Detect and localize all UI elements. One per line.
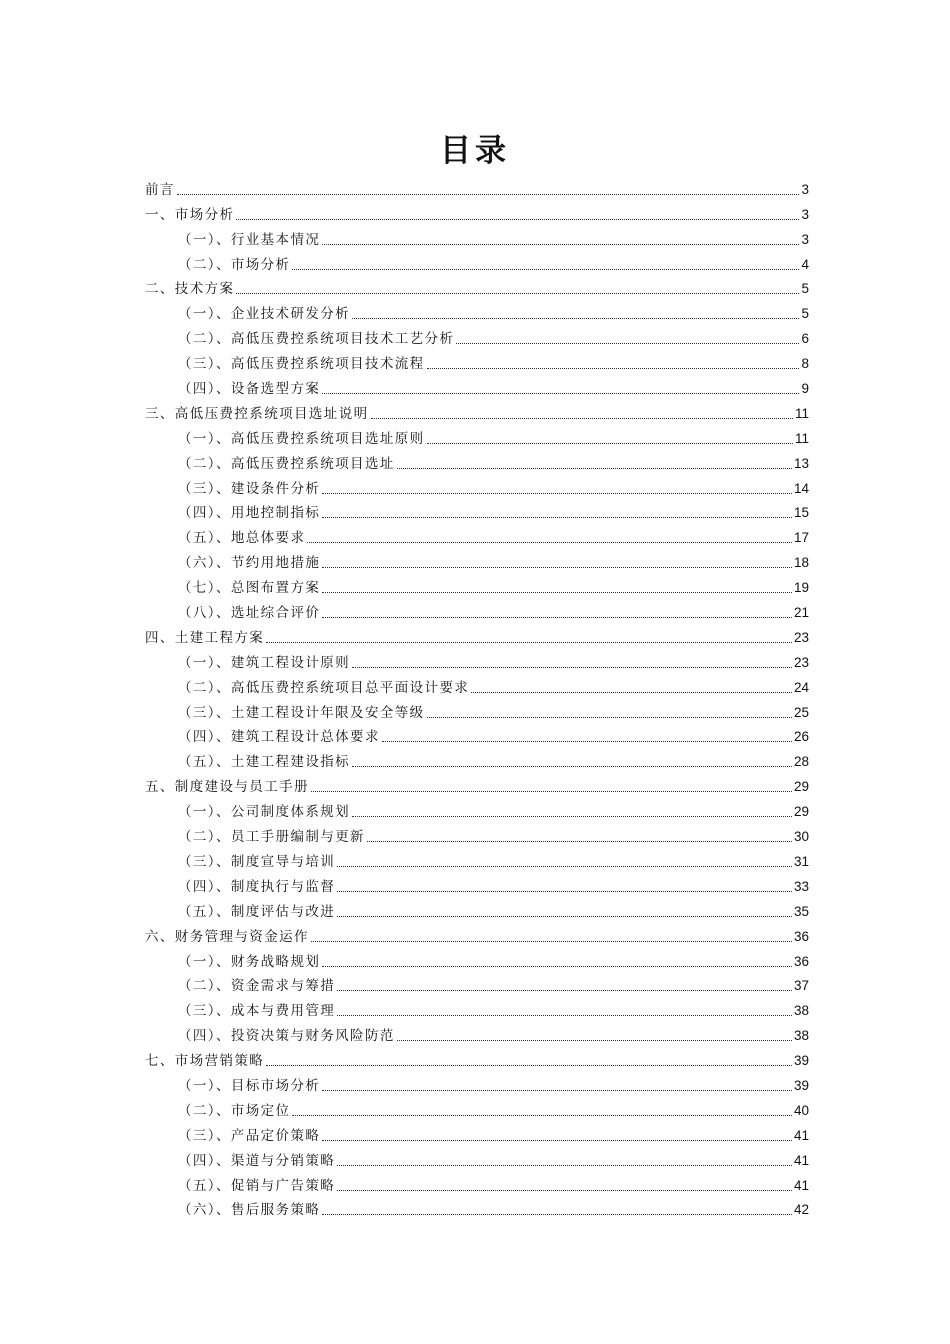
toc-entry-page: 38: [793, 1028, 809, 1044]
toc-dot-leader: [307, 542, 792, 543]
toc-dot-leader: [337, 1165, 792, 1166]
toc-entry[interactable]: [145, 971, 809, 996]
toc-entry[interactable]: [145, 448, 809, 473]
toc-entry-label: （二）、高低压费控系统项目技术工艺分析: [178, 331, 455, 348]
toc-entry[interactable]: [145, 473, 809, 498]
toc-entry[interactable]: [145, 348, 809, 373]
toc-entry-page: 19: [793, 580, 809, 596]
toc-entry-label: （四）、投资决策与财务风险防范: [178, 1028, 395, 1045]
toc-entry-label: （二）、高低压费控系统项目选址: [178, 455, 395, 472]
toc-entry-page: 21: [793, 605, 809, 621]
toc-dot-leader: [311, 941, 792, 942]
toc-entry-label: 五、制度建设与员工手册: [145, 779, 309, 796]
toc-dot-leader: [427, 368, 800, 369]
toc-entry[interactable]: [145, 1045, 809, 1070]
toc-dot-leader: [322, 244, 799, 245]
toc-entry-page: 11: [794, 405, 809, 421]
toc-dot-leader: [337, 1015, 792, 1016]
toc-entry[interactable]: [145, 722, 809, 747]
toc-entry-page: 15: [793, 505, 809, 521]
toc-dot-leader: [456, 343, 799, 344]
toc-entry-page: 36: [793, 928, 809, 944]
toc-entry-page: 14: [793, 480, 809, 496]
toc-entry[interactable]: [145, 373, 809, 398]
toc-title: 目录: [440, 133, 510, 169]
toc-entry-label: （六）、节约用地措施: [178, 555, 321, 572]
toc-dot-leader: [337, 916, 792, 917]
toc-entry-label: 六、财务管理与资金运作: [145, 928, 309, 945]
toc-entry-label: （五）、制度评估与改进: [178, 903, 336, 920]
toc-entry-label: （二）、员工手册编制与更新: [178, 829, 365, 846]
toc-entry[interactable]: [145, 746, 809, 771]
toc-entry-page: 18: [793, 555, 809, 571]
toc-entry-page: 25: [793, 704, 809, 720]
toc-entry-page: 29: [793, 804, 809, 820]
toc-entry-page: 35: [793, 903, 809, 919]
toc-entry[interactable]: [145, 498, 809, 523]
toc-dot-leader: [337, 1190, 792, 1191]
toc-entry[interactable]: [145, 1070, 809, 1095]
toc-entry[interactable]: [145, 846, 809, 871]
toc-entry[interactable]: [145, 274, 809, 299]
toc-entry-page: 41: [793, 1127, 809, 1143]
toc-dot-leader: [427, 443, 793, 444]
toc-entry[interactable]: [145, 298, 809, 323]
toc-entry[interactable]: [145, 249, 809, 274]
toc-entry-page: 26: [793, 729, 809, 745]
toc-entry[interactable]: [145, 174, 809, 199]
toc-dot-leader: [322, 966, 792, 967]
toc-entry-page: 40: [793, 1102, 809, 1118]
toc-dot-leader: [322, 567, 792, 568]
toc-entry[interactable]: [145, 1195, 809, 1220]
toc-entry-label: （三）、成本与费用管理: [178, 1003, 336, 1020]
toc-entry-label: 前言: [145, 181, 175, 198]
toc-entry-label: （四）、设备选型方案: [178, 381, 321, 398]
toc-entry-page: 24: [793, 679, 809, 695]
toc-dot-leader: [371, 418, 793, 419]
toc-entry-label: （二）、资金需求与筹措: [178, 978, 336, 995]
toc-dot-leader: [236, 293, 799, 294]
toc-entry-page: 33: [793, 878, 809, 894]
toc-dot-leader: [292, 269, 799, 270]
toc-entry-label: （五）、地总体要求: [178, 530, 306, 547]
toc-entry-label: （三）、高低压费控系统项目技术流程: [178, 356, 425, 373]
toc-entry[interactable]: [145, 946, 809, 971]
toc-entry-page: 39: [793, 1053, 809, 1069]
toc-entry-page: 28: [793, 754, 809, 770]
toc-entry-label: 四、土建工程方案: [145, 629, 265, 646]
toc-entry-page: 38: [793, 1003, 809, 1019]
toc-entry-page: 41: [793, 1177, 809, 1193]
toc-entry-page: 39: [793, 1077, 809, 1093]
toc-dot-leader: [382, 741, 792, 742]
toc-entry-label: 一、市场分析: [145, 206, 235, 223]
toc-entry[interactable]: [145, 1170, 809, 1195]
toc-entry-label: （五）、土建工程建设指标: [178, 754, 351, 771]
toc-entry-label: （七）、总图布置方案: [178, 580, 321, 597]
toc-entry[interactable]: [145, 1095, 809, 1120]
toc-dot-leader: [322, 493, 792, 494]
toc-entry[interactable]: [145, 796, 809, 821]
toc-entry-label: （二）、高低压费控系统项目总平面设计要求: [178, 679, 470, 696]
toc-entry-label: 二、技术方案: [145, 281, 235, 298]
toc-dot-leader: [322, 592, 792, 593]
toc-entry-label: （一）、高低压费控系统项目选址原则: [178, 430, 425, 447]
toc-dot-leader: [352, 318, 799, 319]
toc-entry[interactable]: [145, 1120, 809, 1145]
toc-entry[interactable]: [145, 597, 809, 622]
toc-dot-leader: [427, 717, 792, 718]
toc-entry-page: 30: [793, 829, 809, 845]
toc-entry-label: （二）、市场分析: [178, 256, 291, 273]
toc-dot-leader: [337, 990, 792, 991]
toc-entry-page: 11: [794, 430, 809, 446]
toc-entry-label: （三）、土建工程设计年限及安全等级: [178, 704, 425, 721]
toc-dot-leader: [322, 517, 792, 518]
toc-entry-label: （二）、市场定位: [178, 1102, 291, 1119]
toc-entry-page: 17: [793, 530, 809, 546]
toc-entry[interactable]: [145, 672, 809, 697]
toc-dot-leader: [397, 468, 792, 469]
toc-entry-label: （五）、促销与广告策略: [178, 1177, 336, 1194]
toc-dot-leader: [352, 766, 792, 767]
toc-dot-leader: [236, 219, 799, 220]
toc-entry-label: （一）、目标市场分析: [178, 1077, 321, 1094]
toc-entry[interactable]: [145, 423, 809, 448]
toc-entry[interactable]: [145, 522, 809, 547]
toc-entry[interactable]: [145, 323, 809, 348]
toc-entry-label: 三、高低压费控系统项目选址说明: [145, 405, 369, 422]
toc-entry-page: 9: [801, 381, 809, 397]
toc-entry-page: 23: [793, 629, 809, 645]
toc-dot-leader: [266, 642, 792, 643]
toc-dot-leader: [337, 866, 792, 867]
toc-entry[interactable]: [145, 871, 809, 896]
toc-entry-label: 七、市场营销策略: [145, 1053, 265, 1070]
toc-dot-leader: [352, 816, 792, 817]
toc-entry[interactable]: [145, 995, 809, 1020]
toc-entry-page: 5: [801, 306, 809, 322]
toc-entry-label: （八）、选址综合评价: [178, 605, 321, 622]
toc-entry[interactable]: [145, 896, 809, 921]
toc-entry[interactable]: [145, 572, 809, 597]
toc-entry[interactable]: [145, 199, 809, 224]
toc-entry[interactable]: [145, 547, 809, 572]
toc-entry-label: （四）、建筑工程设计总体要求: [178, 729, 380, 746]
toc-entry[interactable]: [145, 622, 809, 647]
toc-entry-page: 8: [801, 356, 809, 372]
toc-dot-leader: [266, 1065, 792, 1066]
toc-entry[interactable]: [145, 1020, 809, 1045]
toc-dot-leader: [352, 667, 792, 668]
toc-entry-page: 4: [801, 256, 809, 272]
toc-entry-label: （一）、建筑工程设计原则: [178, 654, 351, 671]
toc-entry-page: 31: [793, 853, 809, 869]
toc-entry[interactable]: [145, 398, 809, 423]
toc-entry-label: （三）、制度宣导与培训: [178, 853, 336, 870]
toc-entry[interactable]: [145, 647, 809, 672]
toc-entry-page: 29: [793, 779, 809, 795]
toc-entry[interactable]: [145, 697, 809, 722]
toc-dot-leader: [397, 1040, 792, 1041]
toc-entry-page: 23: [793, 654, 809, 670]
toc-dot-leader: [322, 1140, 792, 1141]
toc-dot-leader: [292, 1115, 792, 1116]
toc-dot-leader: [337, 891, 792, 892]
toc-dot-leader: [322, 617, 792, 618]
toc-entry[interactable]: [145, 1145, 809, 1170]
toc-entry-label: （六）、售后服务策略: [178, 1202, 321, 1219]
toc-entry[interactable]: [145, 821, 809, 846]
toc-entry[interactable]: [145, 921, 809, 946]
toc-entry-label: （三）、建设条件分析: [178, 480, 321, 497]
toc-entry-page: 13: [793, 455, 809, 471]
toc-entry-label: （一）、行业基本情况: [178, 231, 321, 248]
toc-entry-page: 3: [801, 181, 809, 197]
toc-entry-label: （一）、公司制度体系规划: [178, 804, 351, 821]
toc-entry-label: （四）、制度执行与监督: [178, 878, 336, 895]
toc-entry-label: （一）、企业技术研发分析: [178, 306, 351, 323]
toc-dot-leader: [322, 393, 799, 394]
toc-dot-leader: [311, 791, 792, 792]
toc-entry-page: 3: [801, 231, 809, 247]
toc-entry-page: 6: [801, 331, 809, 347]
toc-entry-label: （四）、渠道与分销策略: [178, 1152, 336, 1169]
toc-entry-page: 41: [793, 1152, 809, 1168]
toc-entry-label: （四）、用地控制指标: [178, 505, 321, 522]
toc-entry[interactable]: [145, 224, 809, 249]
toc-entry-label: （一）、财务战略规划: [178, 953, 321, 970]
toc-dot-leader: [177, 194, 800, 195]
table-of-contents: [145, 174, 809, 1219]
toc-entry-page: 37: [793, 978, 809, 994]
toc-entry-page: 5: [801, 281, 809, 297]
toc-entry[interactable]: [145, 771, 809, 796]
toc-dot-leader: [367, 841, 792, 842]
toc-entry-page: 3: [801, 206, 809, 222]
toc-dot-leader: [322, 1090, 792, 1091]
toc-entry-label: （三）、产品定价策略: [178, 1127, 321, 1144]
toc-entry-page: 42: [793, 1202, 809, 1218]
toc-entry-page: 36: [793, 953, 809, 969]
toc-dot-leader: [471, 692, 792, 693]
toc-dot-leader: [322, 1214, 792, 1215]
